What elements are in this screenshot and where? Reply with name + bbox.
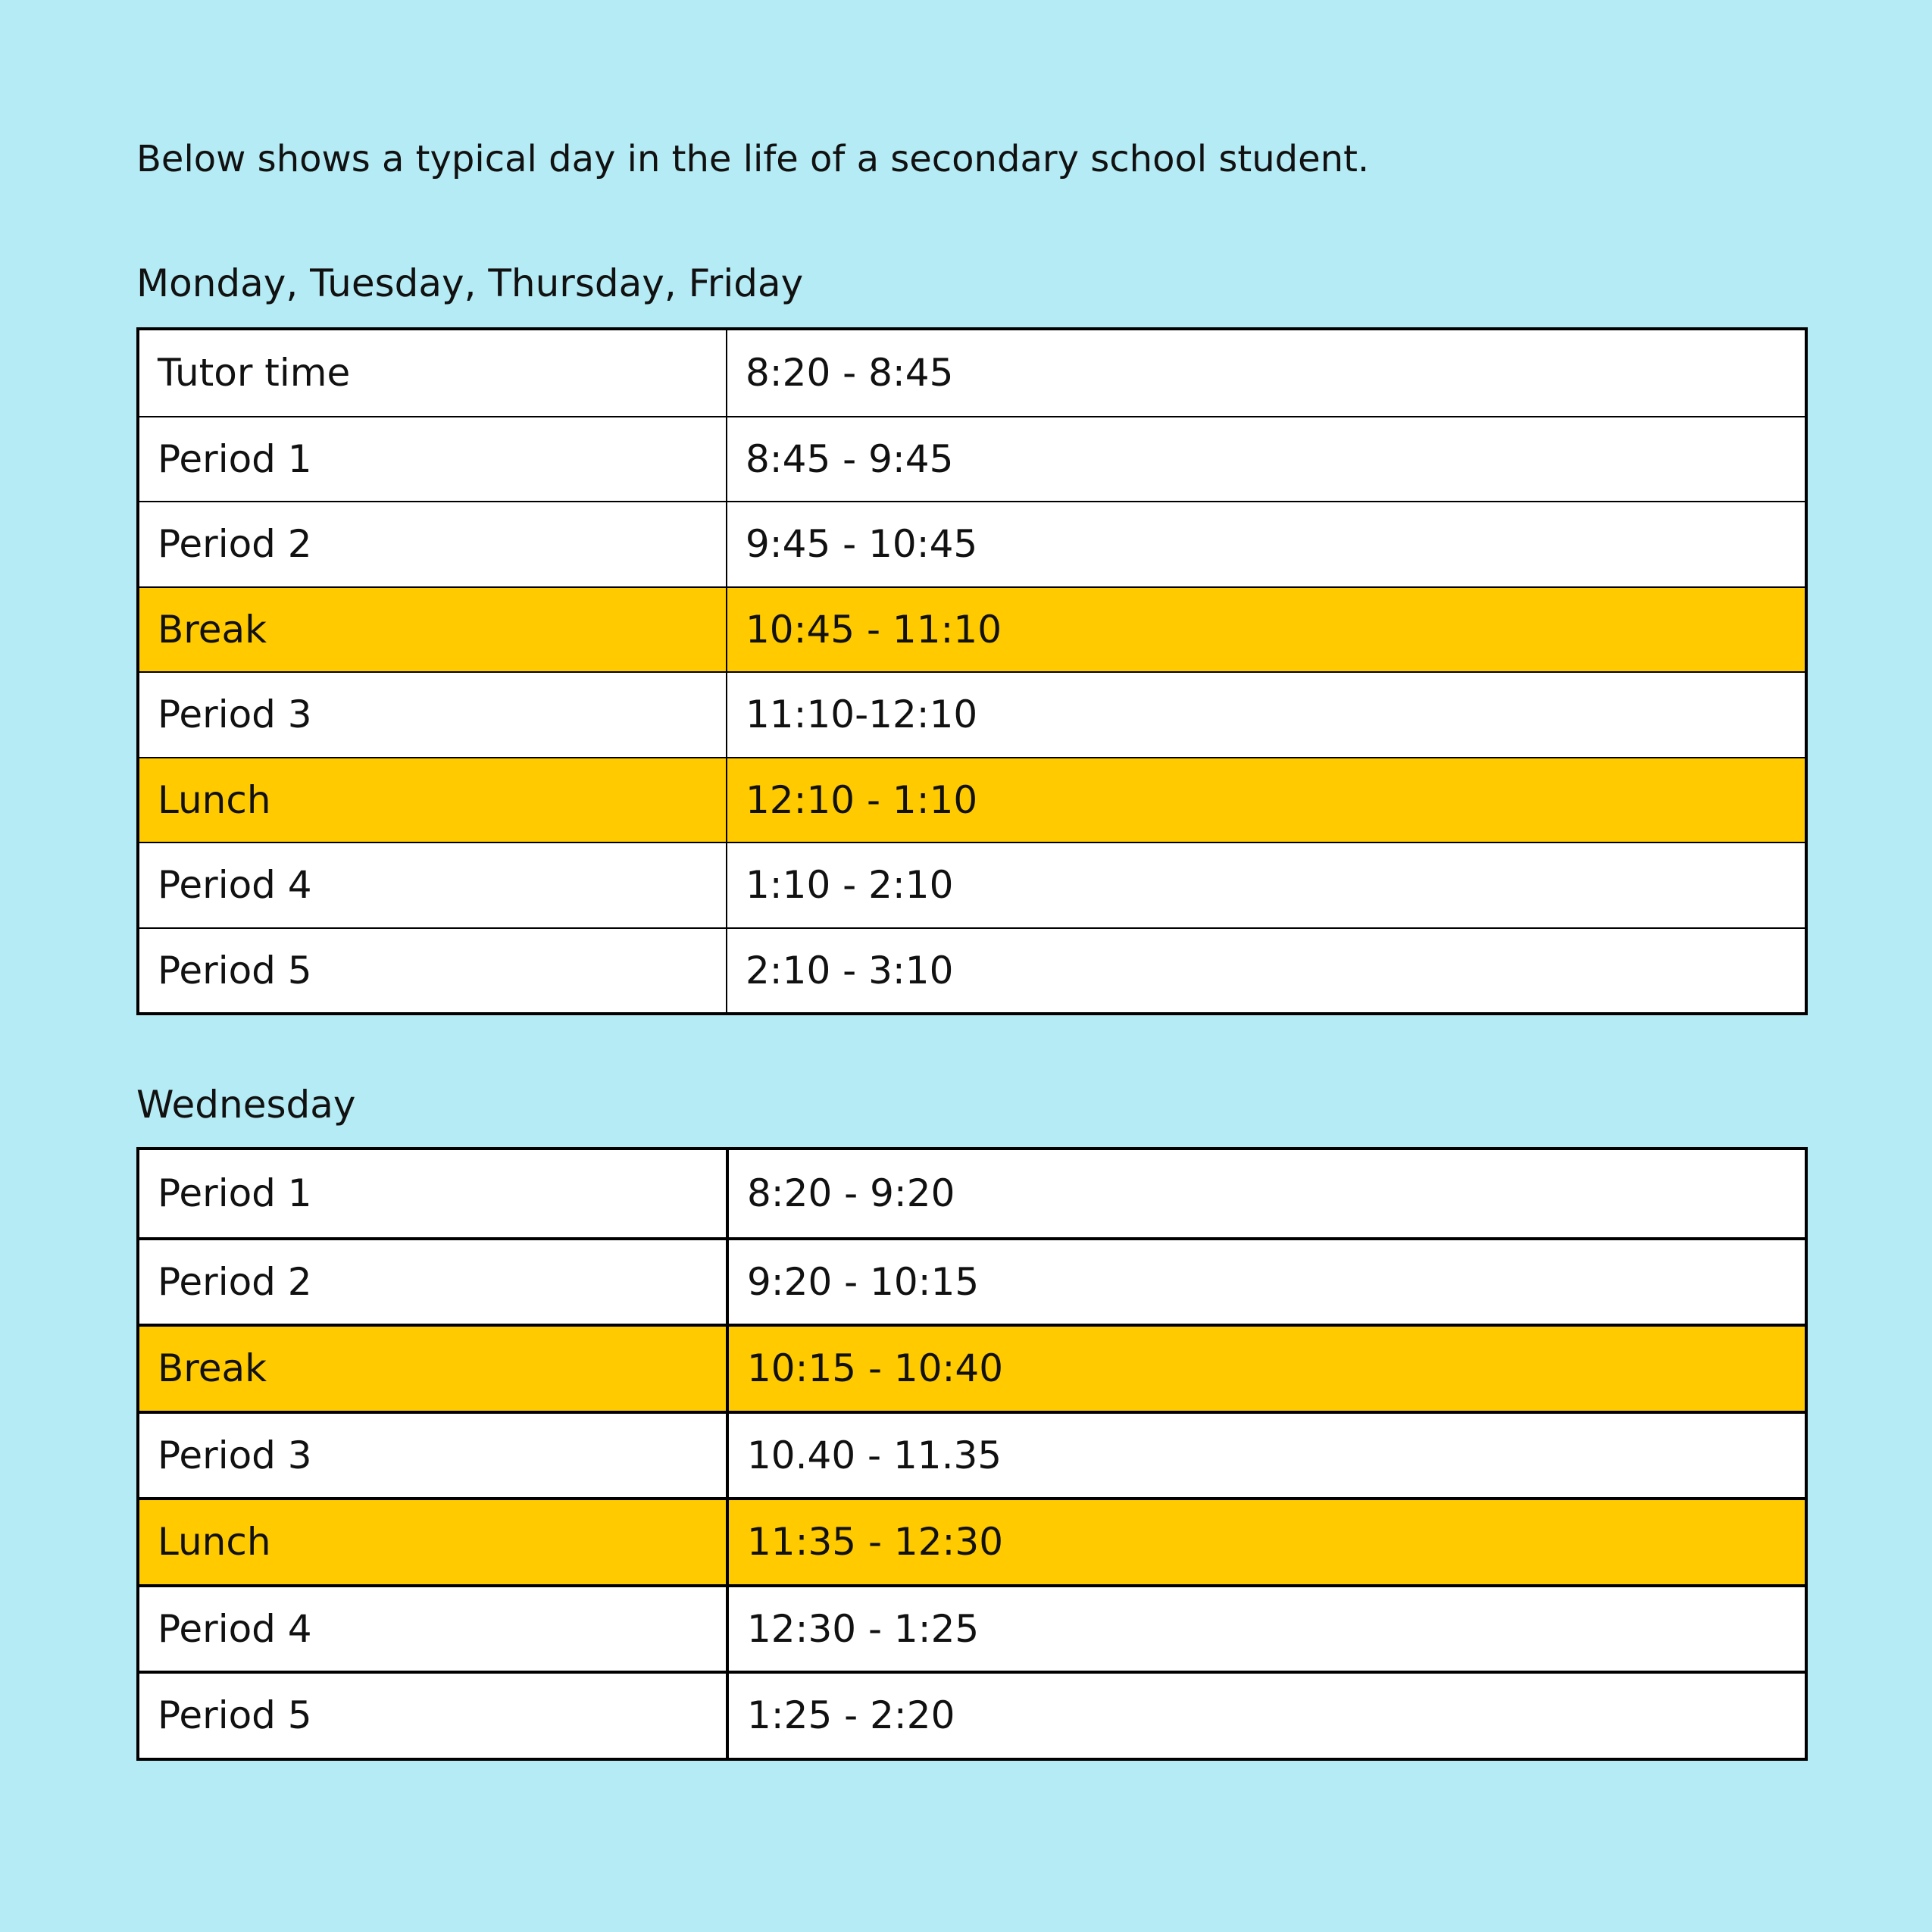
period-label: Period 5: [139, 929, 727, 1013]
table-row: [139, 1411, 1805, 1498]
period-time: 10:15 - 10:40: [747, 1346, 1004, 1391]
period-time: 11:10-12:10: [746, 692, 978, 737]
period-time: 8:20 - 9:20: [747, 1171, 955, 1216]
period-label: Lunch: [139, 1500, 729, 1584]
period-label: Period 3: [139, 673, 727, 757]
table-row: [139, 586, 1805, 672]
table-row: [139, 416, 1805, 502]
timetable-wednesday: [136, 1147, 1808, 1761]
period-label: Break: [139, 588, 727, 672]
period-time: 11:35 - 12:30: [747, 1520, 1004, 1565]
schedule-heading-weekdays: Monday, Tuesday, Thursday, Friday: [136, 261, 804, 305]
period-label: Period 1: [139, 1150, 729, 1237]
table-row: [139, 757, 1805, 843]
period-label: Period 4: [139, 1587, 729, 1671]
period-label: Tutor time: [139, 330, 727, 416]
table-row: [139, 842, 1805, 927]
period-label: Period 1: [139, 417, 727, 502]
table-row: [139, 1584, 1805, 1671]
period-label: Period 5: [139, 1674, 729, 1758]
table-row: [139, 1497, 1805, 1584]
period-time: 10.40 - 11.35: [747, 1433, 1002, 1477]
period-label: Lunch: [139, 758, 727, 843]
table-row: [139, 671, 1805, 757]
period-time: 8:45 - 9:45: [746, 436, 954, 481]
table-row: [139, 1671, 1805, 1758]
period-time: 10:45 - 11:10: [746, 607, 1002, 652]
table-row: [139, 927, 1805, 1013]
period-label: Period 2: [139, 1240, 729, 1324]
timetable-weekdays: [136, 327, 1808, 1015]
table-row: [139, 1150, 1805, 1237]
period-time: 9:45 - 10:45: [746, 522, 978, 567]
period-label: Period 4: [139, 843, 727, 927]
period-label: Period 2: [139, 502, 727, 586]
schedule-heading-wednesday: Wednesday: [136, 1083, 356, 1127]
table-row: [139, 1237, 1805, 1324]
period-time: 1:10 - 2:10: [746, 863, 954, 908]
table-row: [139, 501, 1805, 586]
period-label: Period 3: [139, 1414, 729, 1498]
period-time: 9:20 - 10:15: [747, 1259, 980, 1304]
intro-text: Below shows a typical day in the life of a secondary school student.: [136, 138, 1370, 180]
table-row: [139, 1324, 1805, 1411]
period-time: 8:20 - 8:45: [746, 351, 954, 395]
period-time: 2:10 - 3:10: [746, 948, 954, 993]
period-time: 1:25 - 2:20: [747, 1693, 955, 1738]
period-time: 12:10 - 1:10: [746, 777, 978, 822]
period-label: Break: [139, 1327, 729, 1411]
table-row: [139, 330, 1805, 416]
period-time: 12:30 - 1:25: [747, 1606, 980, 1651]
